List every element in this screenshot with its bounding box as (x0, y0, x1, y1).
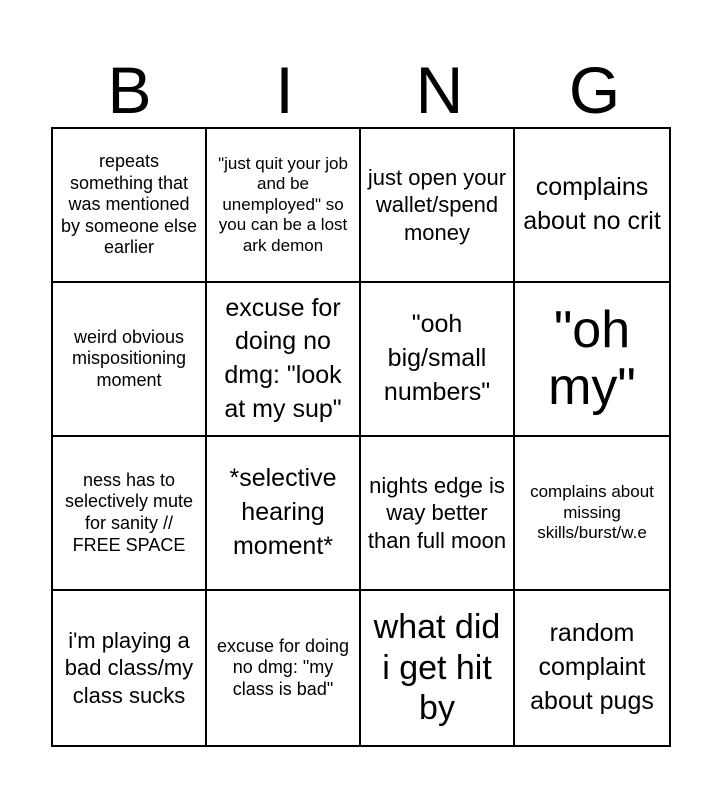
cell-text: complains about missing skills/burst/w.e (530, 482, 654, 543)
header-letter-b: B (107, 53, 152, 127)
bingo-cell-r4c3[interactable] (361, 591, 515, 745)
bingo-cell-r3c1-free-space[interactable] (53, 437, 207, 591)
bingo-cell-r2c1[interactable] (53, 283, 207, 437)
bingo-cell-r2c2[interactable] (207, 283, 361, 437)
bingo-cell-r2c4[interactable] (515, 283, 669, 437)
cell-text: what did i get hit by (373, 607, 501, 728)
cell-text: "oh my" (548, 300, 636, 416)
bingo-board (51, 127, 671, 747)
cell-text: ness has to selectively mute for sanity // FREE SPACE (64, 469, 194, 555)
cell-text: "just quit your job and be unemployed" so you can be a lost ark demon (218, 154, 348, 255)
cell-text: repeats something that was mentioned by someone else earlier (60, 151, 198, 258)
bingo-cell-r4c4[interactable] (515, 591, 669, 745)
bingo-cell-r3c2[interactable] (207, 437, 361, 591)
header-letter-n: N (415, 53, 464, 127)
bingo-header (52, 52, 672, 128)
bingo-cell-r1c4[interactable] (515, 129, 669, 283)
header-letter-i: I (275, 53, 294, 127)
cell-text: excuse for doing no dmg: "my class is bad" (216, 635, 350, 699)
cell-text: random complaint about pugs (530, 619, 654, 715)
cell-text: nights edge is way better than full moon (367, 472, 507, 553)
bingo-cell-r1c3[interactable] (361, 129, 515, 283)
cell-text: i'm playing a bad class/my class sucks (64, 627, 194, 708)
bingo-cell-r3c3[interactable] (361, 437, 515, 591)
bingo-cell-r4c2[interactable] (207, 591, 361, 745)
cell-text: just open your wallet/spend money (367, 164, 507, 245)
bingo-cell-r1c2[interactable] (207, 129, 361, 283)
bingo-cell-r1c1[interactable] (53, 129, 207, 283)
cell-text: "ooh big/small numbers" (383, 310, 491, 406)
header-letter-g: G (568, 53, 621, 127)
cell-text: *selective hearing moment* (229, 464, 337, 560)
bingo-cell-r3c4[interactable] (515, 437, 669, 591)
bingo-cell-r4c1[interactable] (53, 591, 207, 745)
bingo-cell-r2c3[interactable] (361, 283, 515, 437)
cell-text: excuse for doing no dmg: "look at my sup" (224, 293, 342, 423)
cell-text: weird obvious mispositioning moment (71, 326, 187, 390)
cell-text: complains about no crit (523, 173, 661, 235)
